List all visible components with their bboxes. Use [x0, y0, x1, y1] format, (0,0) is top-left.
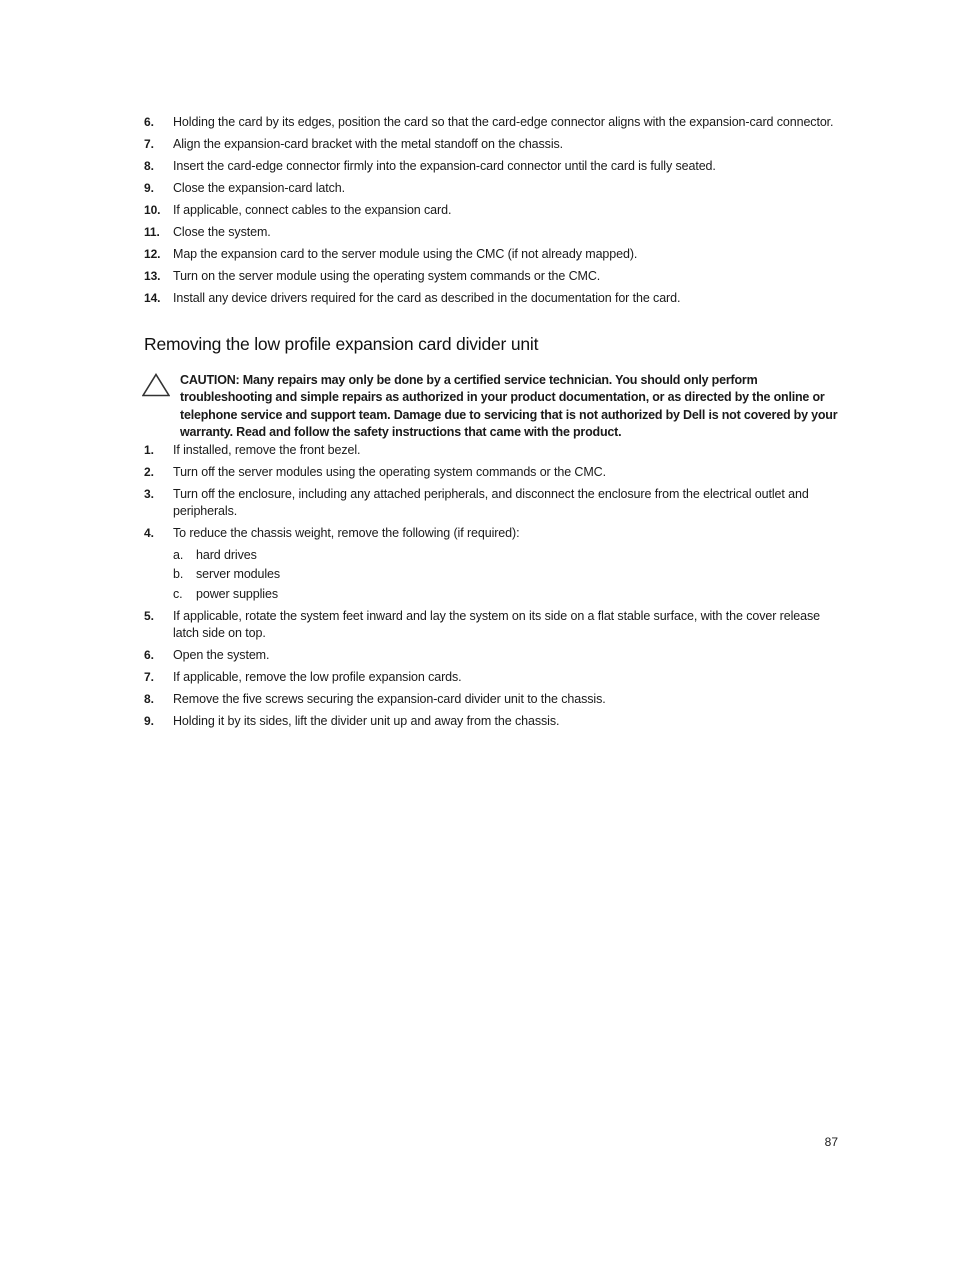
- step-text: Turn on the server module using the operating system commands or the CMC.: [173, 269, 601, 283]
- installation-steps-list: [144, 114, 840, 308]
- caution-text: CAUTION: Many repairs may only be done by a certified service technician. You should only perform troubleshooting and simple repairs as authorized in your product documentation, or as directed by the online or telephone service and support team. Damage due to servicing that is not authorized by Dell is not covered by your warranty. Read and follow the safety instructions that came with the product.: [180, 372, 838, 439]
- list-item: [144, 224, 840, 242]
- page-number: 87: [824, 1135, 838, 1149]
- step-text: Holding it by its sides, lift the divider unit up and away from the chassis.: [173, 714, 560, 728]
- sub-item-text: server modules: [196, 567, 281, 581]
- step-number: 5.: [144, 608, 154, 623]
- step-text: If applicable, remove the low profile expansion cards.: [173, 670, 462, 684]
- step-number: 3.: [144, 486, 154, 501]
- list-item: [144, 114, 840, 132]
- sub-list: [173, 547, 840, 604]
- list-item: [144, 180, 840, 198]
- sub-item-text: power supplies: [196, 586, 278, 601]
- list-item: [144, 669, 840, 687]
- step-text: Open the system.: [173, 648, 270, 662]
- step-text: Turn off the enclosure, including any attached peripherals, and disconnect the enclosure from the electrical outlet and peripherals.: [173, 486, 809, 518]
- step-number: 1.: [144, 442, 154, 457]
- step-text: Map the expansion card to the server module using the CMC (if not already mapped).: [173, 247, 638, 261]
- section-title: Removing the low profile expansion card divider unit: [144, 333, 539, 354]
- step-number: 11.: [144, 225, 160, 239]
- sub-list-item: [173, 547, 840, 565]
- step-number: 6.: [144, 648, 154, 662]
- step-number: 6.: [144, 115, 154, 129]
- step-text: Insert the card-edge connector firmly into the expansion-card connector until the card is fully seated.: [173, 159, 716, 173]
- step-text: If installed, remove the front bezel.: [173, 442, 361, 457]
- list-item: [144, 290, 840, 308]
- step-text: Align the expansion-card bracket with the metal standoff on the chassis.: [173, 137, 564, 151]
- step-text: Remove the five screws securing the expansion-card divider unit to the chassis.: [173, 692, 606, 706]
- list-item: [144, 525, 840, 603]
- step-number: 7.: [144, 670, 154, 684]
- step-number: 13.: [144, 269, 161, 283]
- list-item: [144, 268, 840, 286]
- step-text: Holding the card by its edges, position the card so that the card-edge connector aligns with the expansion-card connector.: [173, 115, 834, 129]
- sub-item-letter: c.: [173, 586, 183, 601]
- list-item: [144, 713, 840, 731]
- sub-item-letter: b.: [173, 567, 184, 581]
- step-number: 8.: [144, 159, 154, 173]
- step-text: If applicable, connect cables to the expansion card.: [173, 203, 452, 217]
- step-text: Install any device drivers required for the card as described in the documentation for the card.: [173, 291, 681, 305]
- list-item: [144, 464, 840, 482]
- step-text: Turn off the server modules using the operating system commands or the CMC.: [173, 464, 606, 479]
- sub-item-letter: a.: [173, 547, 184, 562]
- step-text: Close the system.: [173, 225, 271, 239]
- list-item: [144, 158, 840, 176]
- step-number: 4.: [144, 526, 154, 540]
- caution-triangle-icon: [142, 373, 170, 397]
- sub-list-item: [173, 586, 840, 604]
- list-item: [144, 647, 840, 665]
- step-number: 12.: [144, 247, 161, 261]
- removal-steps-list: [144, 442, 840, 731]
- list-item: [144, 202, 840, 220]
- sub-list-item: [173, 566, 840, 584]
- list-item: [144, 608, 840, 643]
- step-text: To reduce the chassis weight, remove the following (if required):: [173, 526, 520, 540]
- step-number: 9.: [144, 714, 154, 728]
- list-item: [144, 691, 840, 709]
- page-content: [144, 114, 840, 735]
- step-number: 10.: [144, 203, 161, 217]
- caution-note: [144, 372, 840, 442]
- step-number: 9.: [144, 181, 154, 195]
- step-number: 8.: [144, 692, 154, 706]
- list-item: [144, 486, 840, 521]
- step-number: 2.: [144, 464, 154, 479]
- list-item: [144, 136, 840, 154]
- step-text: If applicable, rotate the system feet inward and lay the system on its side on a flat stable surface, with the cover release latch side on top.: [173, 608, 820, 640]
- list-item: [144, 442, 840, 460]
- sub-item-text: hard drives: [196, 547, 257, 562]
- list-item: [144, 246, 840, 264]
- step-text: Close the expansion-card latch.: [173, 181, 345, 195]
- step-number: 7.: [144, 137, 154, 151]
- step-number: 14.: [144, 291, 161, 305]
